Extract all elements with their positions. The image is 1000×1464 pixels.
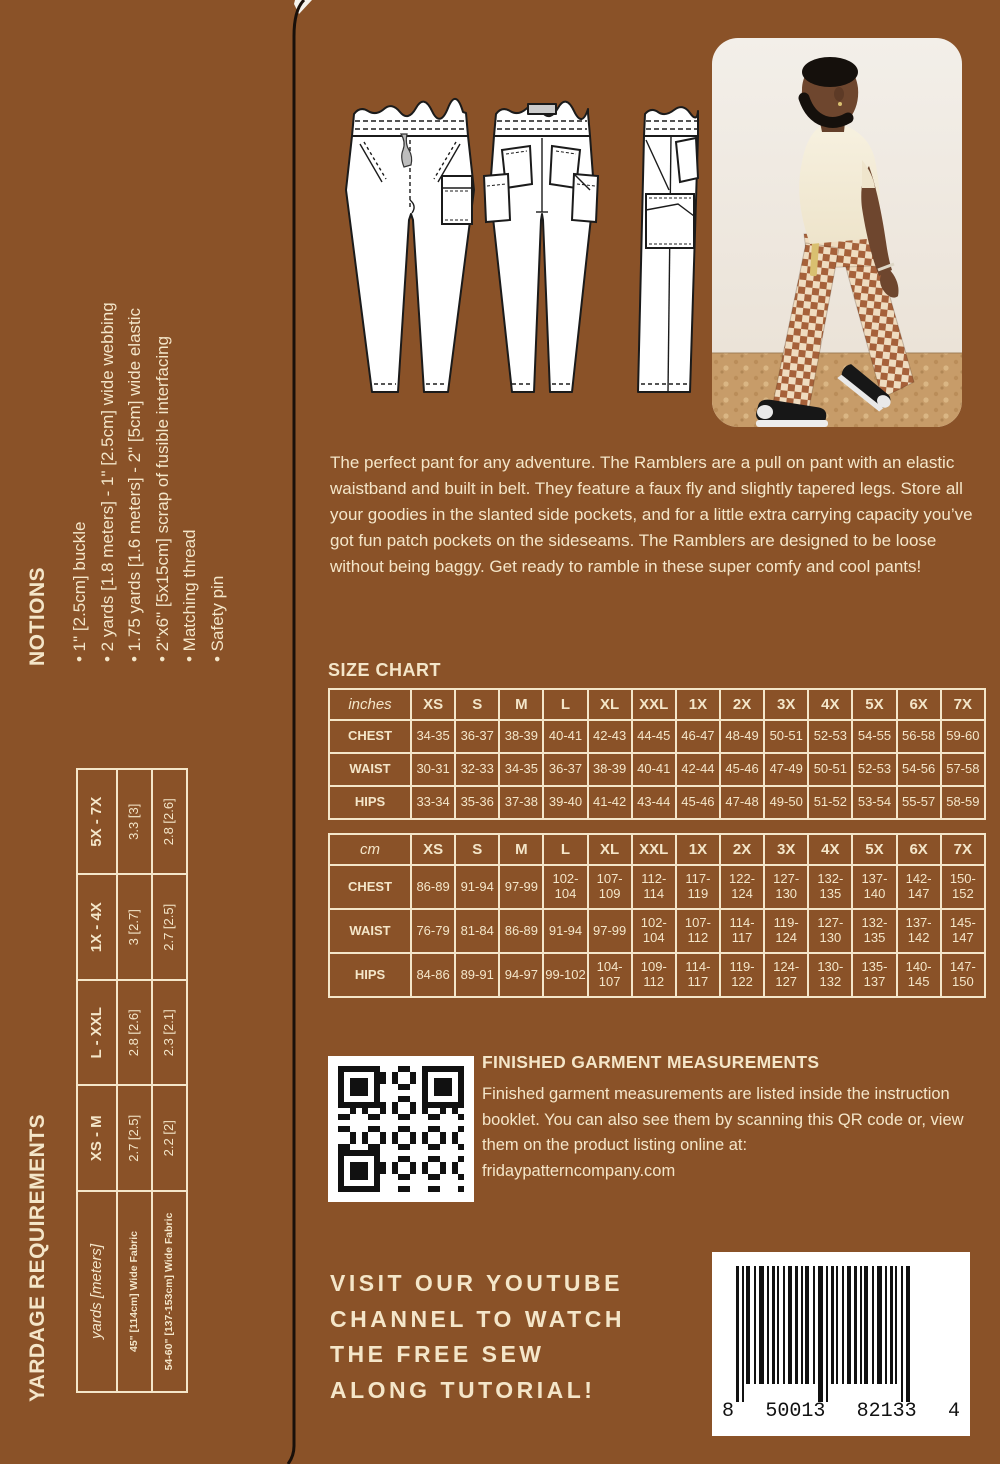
table-cell: 91-94 [455, 865, 499, 909]
table-row [329, 720, 985, 753]
table-cell: CHEST [329, 720, 411, 753]
table-cell: 5X - 7X [77, 769, 117, 875]
notions-title: NOTIONS [26, 566, 49, 666]
barcode-digits [722, 1400, 960, 1423]
earring [838, 102, 842, 106]
table-cell: 102-104 [632, 909, 676, 953]
table-cell: HIPS [329, 953, 411, 997]
table-cell: 97-99 [588, 909, 632, 953]
table-cell: 47-48 [720, 786, 764, 819]
table-cell: 137-142 [897, 909, 941, 953]
table-cell: 54-60" [137-153cm] Wide Fabric [152, 1191, 187, 1392]
table-cell: 51-52 [808, 786, 852, 819]
table-cell: 150-152 [941, 865, 985, 909]
table-cell: 47-49 [764, 753, 808, 786]
table-cell: XS [411, 689, 455, 720]
barcode-digit-group: 8 [722, 1400, 735, 1423]
table-cell: L [543, 834, 587, 865]
table-cell: 6X [897, 834, 941, 865]
table-cell: 140-145 [897, 953, 941, 997]
table-cell: 142-147 [897, 865, 941, 909]
table-cell: 1X [676, 689, 720, 720]
youtube-line: VISIT OUR YOUTUBE [330, 1270, 623, 1296]
yardage-requirements-table [76, 768, 188, 1393]
table-cell: 104-107 [588, 953, 632, 997]
youtube-line: THE FREE SEW [330, 1341, 545, 1367]
table-cell: XS - M [77, 1086, 117, 1192]
table-cell: 59-60 [941, 720, 985, 753]
notion-item: • 1.75 yards [1.6 meters] - 2" [5cm] wide elastic [125, 308, 145, 662]
table-cell: 107-109 [588, 865, 632, 909]
table-cell: yards [meters] [77, 1191, 117, 1392]
table-cell: 147-150 [941, 953, 985, 997]
table-cell: 55-57 [897, 786, 941, 819]
table-cell: 114-117 [720, 909, 764, 953]
table-cell: 109-112 [632, 953, 676, 997]
table-cell: 54-56 [897, 753, 941, 786]
table-cell: 76-79 [411, 909, 455, 953]
table-cell: 46-47 [676, 720, 720, 753]
table-cell: 102-104 [543, 865, 587, 909]
table-cell: 119-124 [764, 909, 808, 953]
finished-garment-text [482, 1082, 987, 1184]
table-cell: 107-112 [676, 909, 720, 953]
table-cell: 114-117 [676, 953, 720, 997]
table-cell: 86-89 [499, 909, 543, 953]
table-cell: 132-135 [852, 909, 896, 953]
table-cell: 40-41 [632, 753, 676, 786]
hair [802, 57, 858, 87]
table-cell: 57-58 [941, 753, 985, 786]
finished-garment-link: fridaypatterncompany.com [482, 1161, 676, 1180]
table-row [329, 865, 985, 909]
table-cell: 37-38 [499, 786, 543, 819]
table-cell: 122-124 [720, 865, 764, 909]
table-cell: 3.3 [3] [117, 769, 152, 875]
table-cell: 2.7 [2.5] [117, 1086, 152, 1192]
table-row [152, 769, 187, 1392]
table-cell: 43-44 [632, 786, 676, 819]
table-cell: inches [329, 689, 411, 720]
table-cell: 32-33 [455, 753, 499, 786]
table-cell: 84-86 [411, 953, 455, 997]
table-cell: 50-51 [808, 753, 852, 786]
pants-side-drawing [628, 98, 716, 404]
youtube-callout [330, 1266, 625, 1408]
pants-front-drawing [336, 96, 484, 404]
table-cell: 48-49 [720, 720, 764, 753]
table-cell: 2.8 [2.6] [152, 769, 187, 875]
notion-item: • 1" [2.5cm] buckle [70, 521, 90, 662]
table-cell: 2X [720, 689, 764, 720]
table-cell: 56-58 [897, 720, 941, 753]
finished-garment-body: Finished garment measurements are listed inside the instruction booklet. You can also see them by scanning this QR code or, view them on the product listing online at: [482, 1085, 964, 1154]
table-cell: 7X [941, 689, 985, 720]
table-cell: 117-119 [676, 865, 720, 909]
table-row [329, 834, 985, 865]
table-cell: 33-34 [411, 786, 455, 819]
table-cell: 3 [2.7] [117, 875, 152, 981]
table-cell: 52-53 [808, 720, 852, 753]
table-cell: WAIST [329, 753, 411, 786]
table-cell: 39-40 [543, 786, 587, 819]
table-cell: 6X [897, 689, 941, 720]
table-cell: 45-46 [676, 786, 720, 819]
table-cell: XL [588, 689, 632, 720]
table-cell: 1X - 4X [77, 875, 117, 981]
table-cell: 7X [941, 834, 985, 865]
table-cell: CHEST [329, 865, 411, 909]
table-cell: M [499, 689, 543, 720]
table-cell: 3X [764, 834, 808, 865]
size-chart-cm [328, 833, 986, 998]
table-cell: XL [588, 834, 632, 865]
table-cell: 81-84 [455, 909, 499, 953]
table-row [329, 753, 985, 786]
table-cell: 1X [676, 834, 720, 865]
table-cell: 42-44 [676, 753, 720, 786]
table-cell: 58-59 [941, 786, 985, 819]
table-cell: 40-41 [543, 720, 587, 753]
table-cell: 86-89 [411, 865, 455, 909]
table-cell: 53-54 [852, 786, 896, 819]
barcode-digit-group: 50013 [765, 1400, 826, 1423]
table-row [329, 909, 985, 953]
table-cell: 5X [852, 834, 896, 865]
table-cell: 94-97 [499, 953, 543, 997]
table-cell: 49-50 [764, 786, 808, 819]
table-cell: 54-55 [852, 720, 896, 753]
table-cell: 127-130 [808, 909, 852, 953]
table-cell: 2.8 [2.6] [117, 980, 152, 1086]
table-cell: S [455, 834, 499, 865]
table-cell: 119-122 [720, 953, 764, 997]
table-cell: 34-35 [499, 753, 543, 786]
table-cell: 52-53 [852, 753, 896, 786]
table-cell: 50-51 [764, 720, 808, 753]
table-row [329, 953, 985, 997]
table-cell: L [543, 689, 587, 720]
table-cell: 45-46 [720, 753, 764, 786]
table-cell: 3X [764, 689, 808, 720]
table-row [77, 769, 117, 1392]
finished-garment-title: FINISHED GARMENT MEASUREMENTS [482, 1052, 820, 1072]
table-cell: 2.7 [2.5] [152, 875, 187, 981]
table-cell: 2X [720, 834, 764, 865]
table-cell: 30-31 [411, 753, 455, 786]
size-chart-title: SIZE CHART [328, 660, 441, 680]
youtube-line: ALONG TUTORIAL! [330, 1376, 596, 1403]
table-cell: 2.3 [2.1] [152, 980, 187, 1086]
table-cell: 89-91 [455, 953, 499, 997]
model-photo [712, 38, 962, 427]
table-cell: XXL [632, 689, 676, 720]
table-cell: cm [329, 834, 411, 865]
table-cell: 44-45 [632, 720, 676, 753]
table-cell: XXL [632, 834, 676, 865]
barcode-digit-group: 82133 [856, 1400, 917, 1423]
qr-code [328, 1056, 474, 1202]
table-cell: L - XXL [77, 980, 117, 1086]
notion-item: • Safety pin [208, 576, 228, 662]
table-cell: 135-137 [852, 953, 896, 997]
table-cell: 34-35 [411, 720, 455, 753]
model-photo-scene [712, 38, 962, 427]
table-cell: 5X [852, 689, 896, 720]
table-cell: 2.2 [2] [152, 1086, 187, 1192]
table-cell: 112-114 [632, 865, 676, 909]
notion-item: • 2"x6" [5x15cm] scrap of fusible interfacing [153, 336, 173, 662]
table-cell: 132-135 [808, 865, 852, 909]
pattern-description: The perfect pant for any adventure. The Ramblers are a pull on pant with an elastic waistband and built in belt. They feature a faux fly and slightly tapered legs. Store all your goodies in the slanted side pockets, and for a little extra carrying capacity you’ve got fun patch pockets on the sideseams. The Ramblers are designed to be loose without being baggy. Get ready to ramble in these super comfy and cool pants! [330, 453, 973, 576]
table-cell: 36-37 [455, 720, 499, 753]
table-cell: 124-127 [764, 953, 808, 997]
barcode-digit-group: 4 [947, 1400, 960, 1423]
table-cell: 4X [808, 689, 852, 720]
table-cell: 36-37 [543, 753, 587, 786]
table-cell: S [455, 689, 499, 720]
table-cell: 4X [808, 834, 852, 865]
table-cell: XS [411, 834, 455, 865]
table-row [329, 689, 985, 720]
table-cell: 35-36 [455, 786, 499, 819]
size-chart-inches [328, 688, 986, 820]
table-cell: 42-43 [588, 720, 632, 753]
photo-carpet [712, 353, 962, 427]
table-cell: WAIST [329, 909, 411, 953]
youtube-line: CHANNEL TO WATCH [330, 1305, 625, 1332]
barcode [712, 1252, 970, 1436]
table-cell: M [499, 834, 543, 865]
table-cell: 38-39 [588, 753, 632, 786]
pants-back-drawing [482, 96, 602, 404]
table-cell: 91-94 [543, 909, 587, 953]
yardage-table [76, 768, 188, 1393]
table-row [329, 786, 985, 819]
notion-item: • 2 yards [1.8 meters] - 1" [2.5cm] wide webbing [98, 302, 118, 662]
table-cell: 41-42 [588, 786, 632, 819]
table-cell: HIPS [329, 786, 411, 819]
table-cell: 45" [114cm] Wide Fabric [117, 1191, 152, 1392]
table-cell: 127-130 [764, 865, 808, 909]
table-cell: 38-39 [499, 720, 543, 753]
table-cell: 145-147 [941, 909, 985, 953]
notion-item: • Matching thread [180, 529, 200, 662]
table-row [117, 769, 152, 1392]
table-cell: 137-140 [852, 865, 896, 909]
table-cell: 97-99 [499, 865, 543, 909]
table-cell: 99-102 [543, 953, 587, 997]
yardage-title: YARDAGE REQUIREMENTS [26, 1113, 49, 1402]
table-cell: 130-132 [808, 953, 852, 997]
